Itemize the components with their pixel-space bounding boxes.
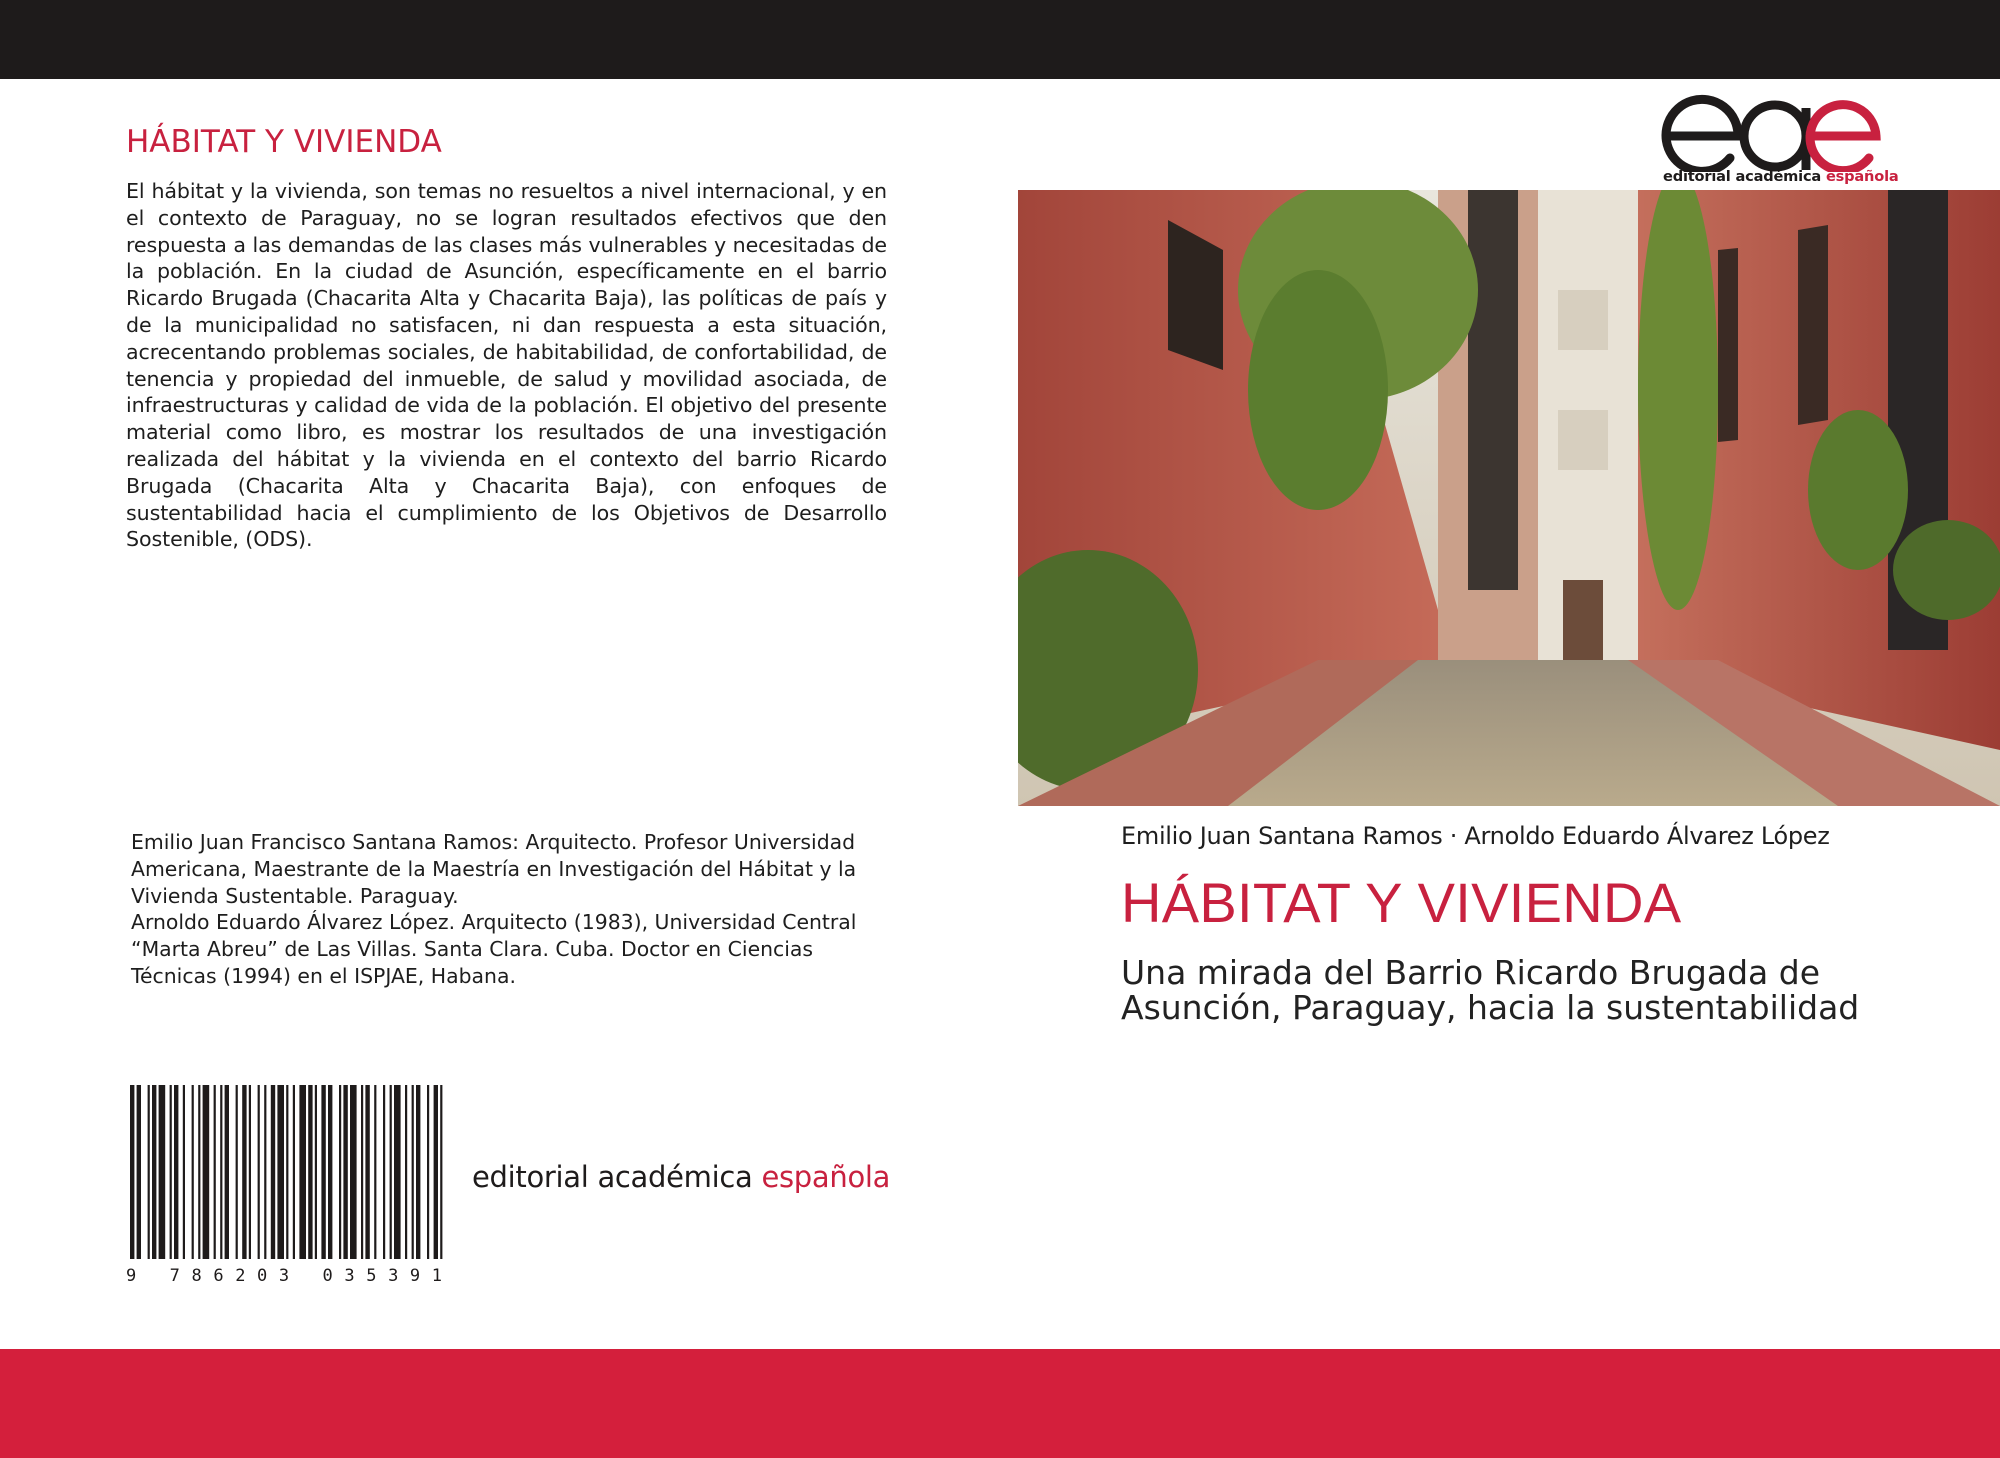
publisher-name-red: española	[761, 1160, 891, 1194]
barcode-bar	[264, 1085, 266, 1259]
publisher-name-dark: editorial académica	[472, 1160, 762, 1194]
barcode-bar	[130, 1085, 134, 1259]
barcode-bar	[383, 1085, 385, 1259]
author-bio-1: Emilio Juan Francisco Santana Ramos: Arquitecto. Profesor Universidad Americana, Maestrante de la Maestría en Investigación del Hábitat y la Vivienda Sustentable. Paraguay.	[131, 830, 857, 908]
front-subtitle: Una mirada del Barrio Ricardo Brugada de Asunción, Paraguay, hacia la sustentabilidad	[1121, 953, 1860, 1027]
front-authors: Emilio Juan Santana Ramos · Arnoldo Eduardo Álvarez López	[1121, 822, 1830, 850]
barcode-bar	[434, 1085, 438, 1259]
barcode-bar	[242, 1085, 246, 1259]
cobblestone-street-photo	[1018, 190, 2000, 806]
barcode-bar	[405, 1085, 407, 1259]
barcode-bar	[159, 1085, 166, 1259]
barcode-bar	[152, 1085, 156, 1259]
barcode-bar	[339, 1085, 341, 1259]
front-title: HÁBITAT Y VIVIENDA	[1121, 871, 1682, 934]
barcode-bar	[394, 1085, 401, 1259]
barcode-bar	[328, 1085, 332, 1259]
logo-caption-red: española	[1825, 168, 1899, 185]
barcode-bar	[321, 1085, 325, 1259]
barcode-bar	[427, 1085, 429, 1259]
author-bio	[131, 829, 901, 990]
isbn-barcode	[126, 1085, 454, 1285]
barcode-bar	[390, 1085, 392, 1259]
barcode-bar	[350, 1085, 357, 1259]
barcode-bar	[271, 1085, 275, 1259]
barcode-bar	[343, 1085, 347, 1259]
barcode-bar	[258, 1085, 260, 1259]
barcode-bar	[220, 1085, 222, 1259]
bottom-band	[0, 1349, 2000, 1458]
barcode-bar	[148, 1085, 150, 1259]
back-cover-title: HÁBITAT Y VIVIENDA	[126, 124, 442, 160]
barcode-bar	[225, 1085, 229, 1259]
barcode-bar	[214, 1085, 216, 1259]
barcode-bar	[374, 1085, 376, 1259]
barcode-bar	[361, 1085, 363, 1259]
isbn-digits: 9 786203 035391	[126, 1266, 442, 1285]
barcode-bar	[308, 1085, 312, 1259]
barcode-bar	[440, 1085, 442, 1259]
barcode-bar	[365, 1085, 369, 1259]
barcode-bar	[249, 1085, 251, 1259]
logo-caption-dark: editorial académica	[1663, 168, 1826, 185]
barcode-bar	[315, 1085, 317, 1259]
barcode-bar	[299, 1085, 306, 1259]
barcode-bar	[412, 1085, 414, 1259]
barcode-bar	[174, 1085, 178, 1259]
barcode-bar	[170, 1085, 172, 1259]
barcode-bar	[137, 1085, 141, 1259]
barcode-bar	[183, 1085, 185, 1259]
barcode-bar	[192, 1085, 194, 1259]
barcode-bar	[293, 1085, 295, 1259]
logo-caption	[1663, 168, 1899, 185]
barcode-bar	[203, 1085, 210, 1259]
barcode-bar	[198, 1085, 200, 1259]
back-cover-blurb: El hábitat y la vivienda, son temas no resueltos a nivel internacional, y en el contexto de Paraguay, no se logran resultados efectivos que den respuesta a las demandas de las clases más vulnerables y necesitadas de la población. En la ciudad de Asunción, específicamente en el barrio Ricardo Brugada (Chacarita Alta y Chacarita Baja), las políticas de país y de la municipalidad no satisfacen, ni dan respuesta a esta situación, acrecentando problemas sociales, de habitabilidad, de confortabilidad, de tenencia y propiedad del inmueble, de salud y movilidad asociada, de infraestructuras y calidad de vida de la población. El objetivo del presente material como libro, es mostrar los resultados de una investigación realizada del hábitat y la vivienda en el contexto del barrio Ricardo Brugada (Chacarita Alta y Chacarita Baja), con enfoques de sustentabilidad hacia el cumplimiento de los Objetivos de Desarrollo Sostenible, (ODS).	[126, 179, 887, 552]
top-band	[0, 0, 2000, 79]
barcode-bar	[416, 1085, 420, 1259]
barcode-bar	[236, 1085, 238, 1259]
publisher-wordmark	[472, 1160, 890, 1194]
barcode-bar	[286, 1085, 288, 1259]
author-bio-2: Arnoldo Eduardo Álvarez López. Arquitecto (1983), Universidad Central “Marta Abreu” de Las Villas. Santa Clara. Cuba. Doctor en Ciencias Técnicas (1994) en el ISPJAE, Habana.	[131, 910, 857, 988]
barcode-bar	[277, 1085, 284, 1259]
